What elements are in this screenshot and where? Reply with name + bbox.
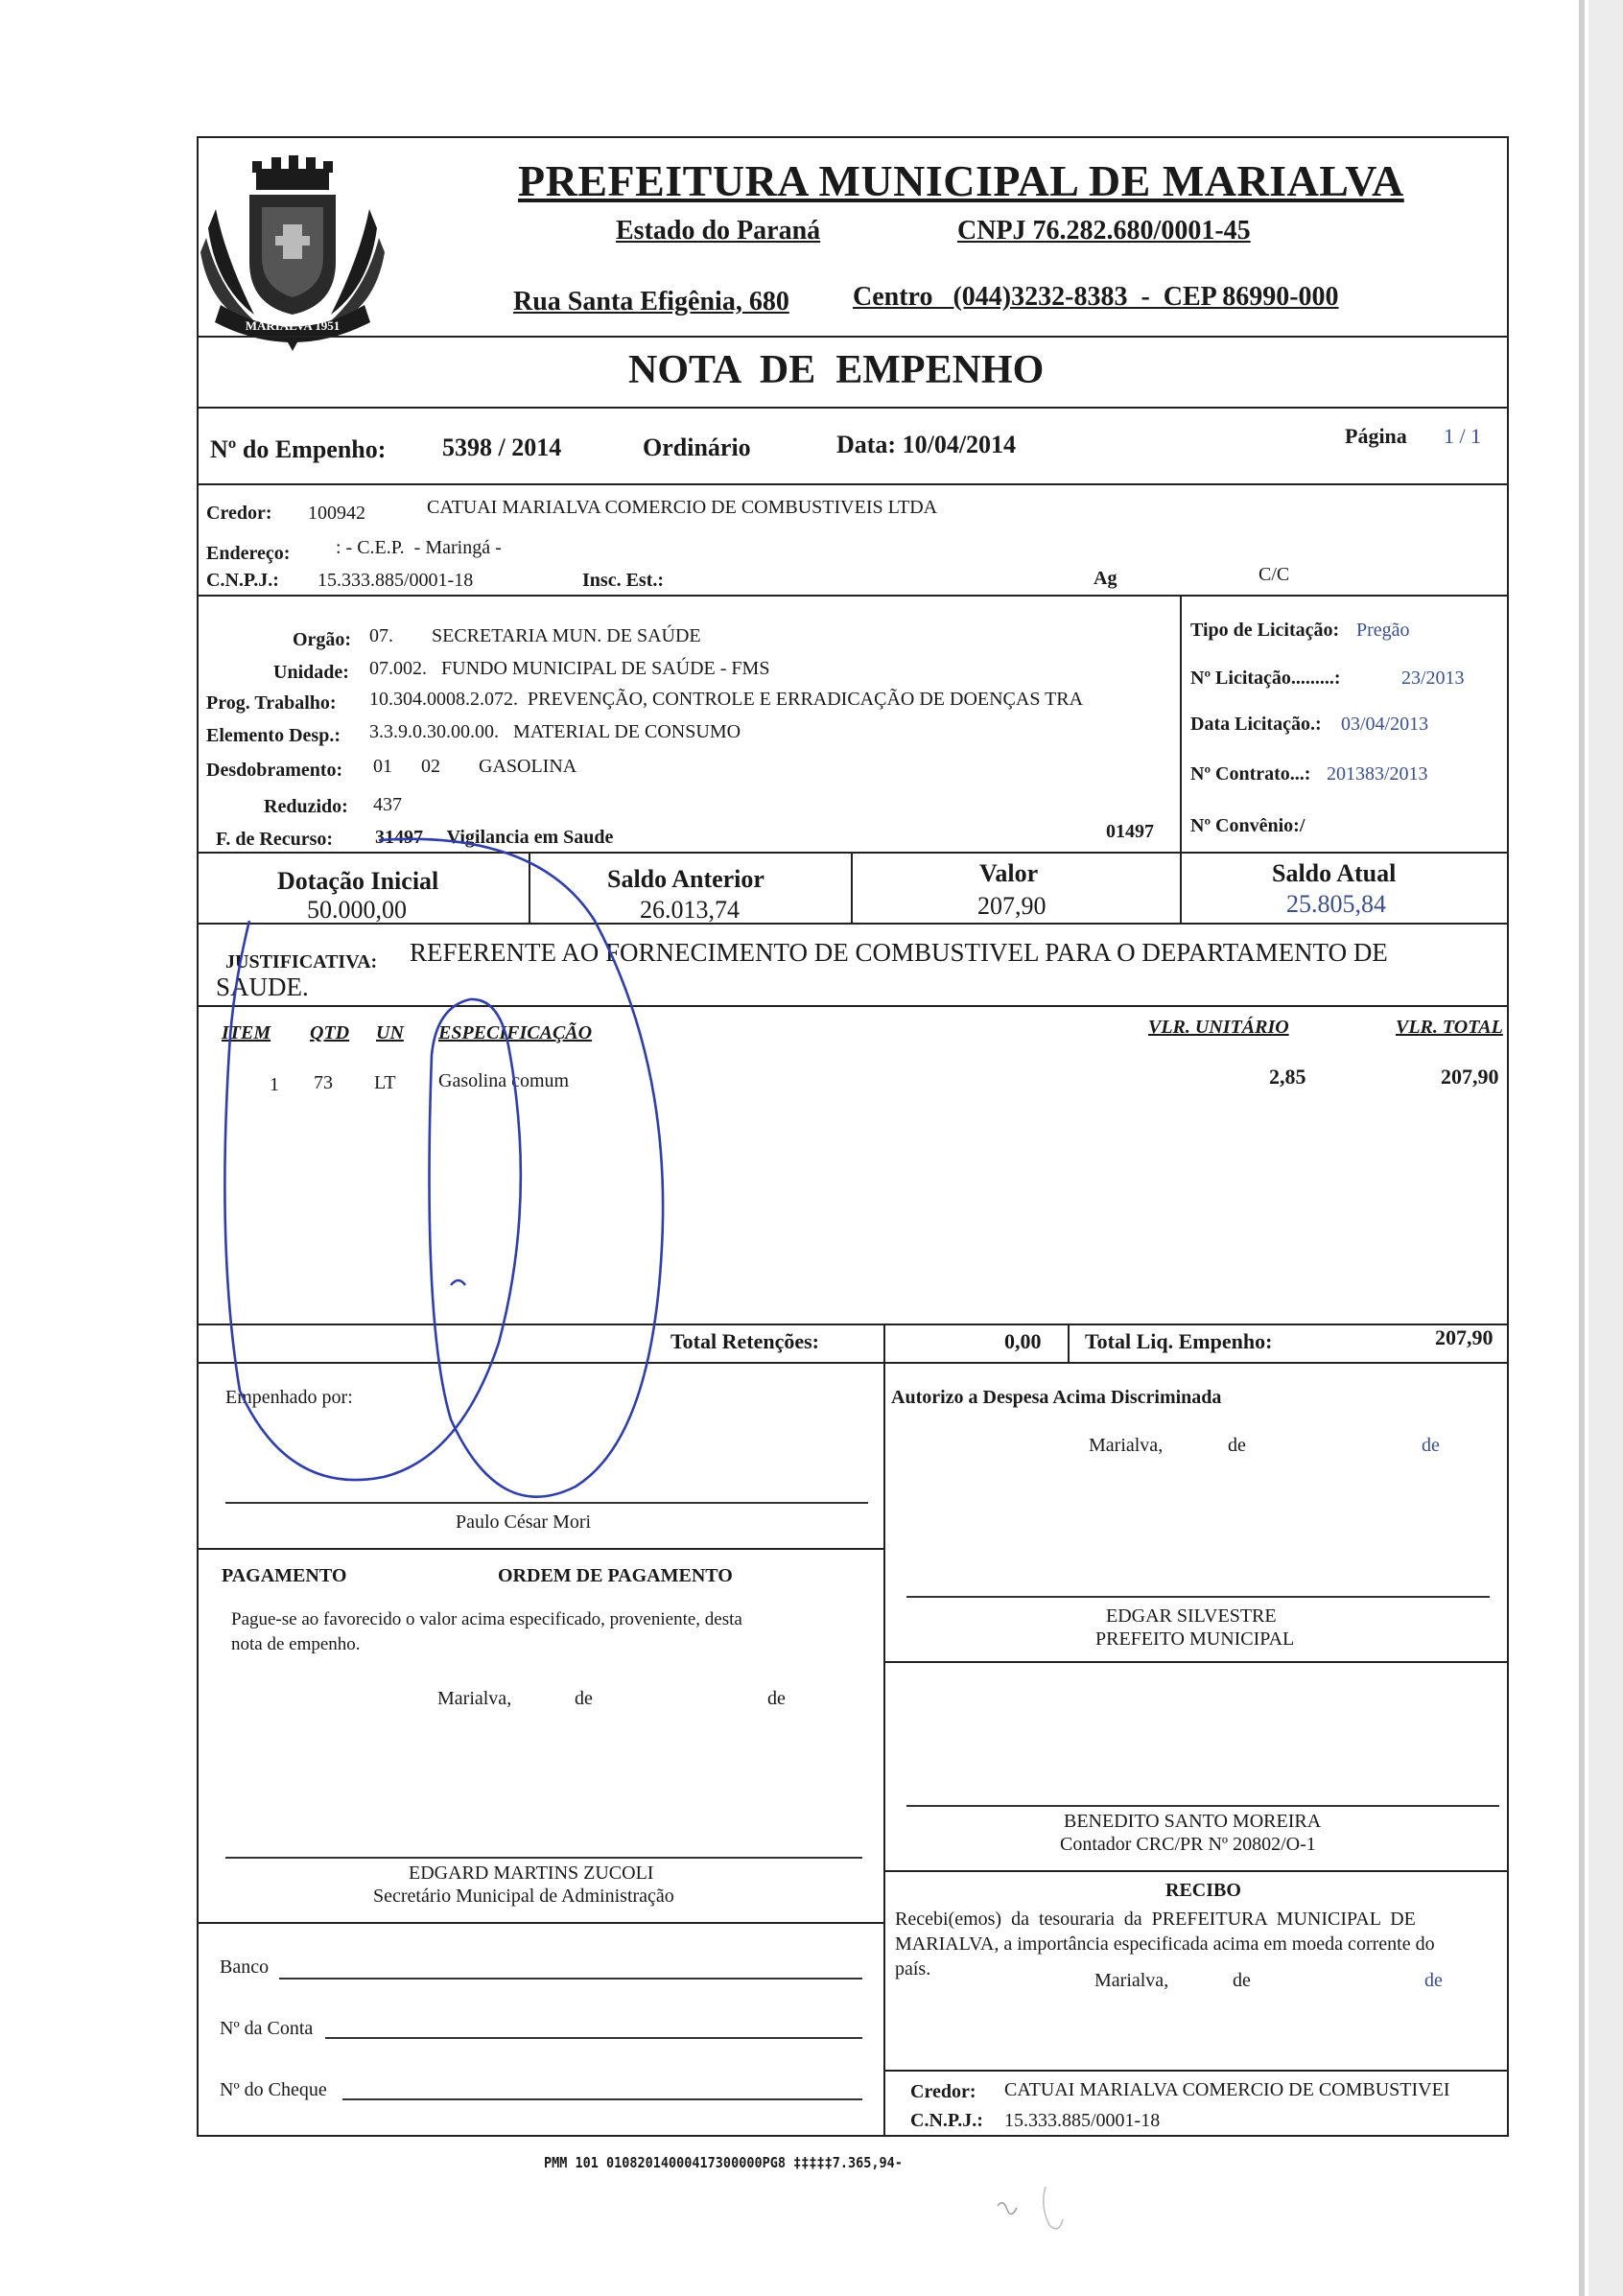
divider bbox=[1180, 852, 1182, 925]
divider bbox=[883, 1362, 885, 2137]
col-item-header: ITEM bbox=[222, 1022, 271, 1043]
convenio-label: Nº Convênio:/ bbox=[1190, 815, 1305, 836]
orgao-value: 07. SECRETARIA MUN. DE SAÚDE bbox=[369, 625, 701, 646]
empenhado-name: Paulo César Mori bbox=[456, 1511, 592, 1533]
unidade-label: Unidade: bbox=[273, 662, 349, 683]
row-spec: Gasolina comum bbox=[438, 1070, 570, 1091]
cnpj-label: CNPJ 76.282.680/0001-45 bbox=[957, 216, 1251, 246]
divider bbox=[883, 2070, 1509, 2072]
justificativa-text-2: SAUDE. bbox=[216, 972, 309, 1001]
pagamento-text-2: nota de empenho. bbox=[231, 1634, 361, 1654]
scan-edge bbox=[1588, 0, 1623, 2296]
elemento-label: Elemento Desp.: bbox=[206, 725, 341, 746]
prog-label: Prog. Trabalho: bbox=[206, 692, 337, 714]
divider bbox=[1068, 1324, 1070, 1364]
page-label: Página bbox=[1345, 424, 1407, 448]
divider bbox=[883, 1870, 1509, 1872]
cc-label: C/C bbox=[1258, 564, 1290, 585]
recibo-de-2: de bbox=[1424, 1970, 1443, 1991]
recibo-text-1: Recebi(emos) da tesouraria da PREFEITURA MUNICIPAL DE bbox=[895, 1909, 1416, 1930]
saldo-anterior-value: 26.013,74 bbox=[640, 896, 740, 924]
col-spec-header: ESPECIFICAÇÃO bbox=[438, 1022, 593, 1043]
desdobramento-label: Desdobramento: bbox=[206, 760, 343, 781]
footer-code: PMM 101 01082014000417300000PG8 ‡‡‡‡‡7.365,94- bbox=[544, 2154, 903, 2171]
nota-de-empenho bbox=[197, 136, 1509, 2144]
tipo-licitacao-value: Pregão bbox=[1356, 620, 1410, 641]
secretario-name: EDGARD MARTINS ZUCOLI bbox=[409, 1863, 654, 1884]
cheque-line bbox=[342, 2098, 862, 2100]
pagamento-de-2: de bbox=[767, 1688, 786, 1709]
pagamento-text: Pague-se ao favorecido o valor acima especificado, proveniente, desta bbox=[231, 1609, 742, 1629]
prog-value: 10.304.0008.2.072. PREVENÇÃO, CONTROLE E ERRADICAÇÃO DE DOENÇAS TRA bbox=[369, 689, 1084, 710]
retencoes-label: Total Retenções: bbox=[670, 1329, 819, 1353]
totais-row bbox=[197, 1324, 1509, 1364]
num-licitacao-label: Nº Licitação.........: bbox=[1190, 668, 1341, 689]
row-total: 207,90 bbox=[1441, 1065, 1499, 1089]
divider bbox=[197, 1922, 883, 1924]
orgao-label: Orgão: bbox=[293, 629, 352, 650]
divider bbox=[197, 1548, 883, 1550]
autorizo-place: Marialva, bbox=[1089, 1435, 1164, 1456]
justificativa-label: JUSTIFICATIVA: bbox=[225, 951, 378, 972]
autorizo-de-2: de bbox=[1422, 1435, 1440, 1456]
signature-line bbox=[906, 1805, 1499, 1807]
conta-line bbox=[325, 2037, 862, 2039]
cnpj-credor-value: 15.333.885/0001-18 bbox=[318, 570, 474, 591]
banco-line bbox=[279, 1978, 862, 1980]
row-item: 1 bbox=[270, 1074, 279, 1095]
doc-header-title: PREFEITURA MUNICIPAL DE MARIALVA bbox=[518, 156, 1404, 205]
recibo-place: Marialva, bbox=[1094, 1970, 1169, 1991]
ordem-pagamento-label: ORDEM DE PAGAMENTO bbox=[498, 1565, 733, 1586]
empenhado-label: Empenhado por: bbox=[225, 1387, 353, 1408]
empenho-number-label: Nº do Empenho: bbox=[210, 435, 387, 463]
prefeito-name: EDGAR SILVESTRE bbox=[1106, 1605, 1277, 1627]
endereco-value: : - C.E.P. - Maringá - bbox=[336, 537, 502, 558]
state-label: Estado do Paraná bbox=[616, 216, 821, 246]
endereco-label: Endereço: bbox=[206, 543, 291, 564]
autorizo-de-1: de bbox=[1228, 1435, 1246, 1456]
insc-label: Insc. Est.: bbox=[582, 570, 665, 591]
saldo-atual-label: Saldo Atual bbox=[1272, 859, 1397, 887]
cnpj-credor-label: C.N.P.J.: bbox=[206, 570, 279, 591]
desdobramento-value: 01 02 GASOLINA bbox=[373, 756, 577, 777]
contrato-label: Nº Contrato...: bbox=[1190, 763, 1311, 785]
autorizo-label: Autorizo a Despesa Acima Discriminada bbox=[891, 1387, 1222, 1408]
recibo-cnpj-value: 15.333.885/0001-18 bbox=[1004, 2110, 1161, 2131]
divider bbox=[883, 1324, 885, 1364]
tipo-licitacao-label: Tipo de Licitação: bbox=[1190, 620, 1340, 641]
recibo-credor-value: CATUAI MARIALVA COMERCIO DE COMBUSTIVEI bbox=[1004, 2079, 1450, 2100]
reduzido-value: 437 bbox=[373, 794, 402, 815]
contrato-value: 201383/2013 bbox=[1327, 763, 1428, 785]
address-rest: Centro (044)3232-8383 - CEP 86990-000 bbox=[853, 282, 1339, 312]
divider bbox=[1180, 595, 1182, 854]
svg-text:MARIALVA 1951: MARIALVA 1951 bbox=[245, 318, 341, 333]
signature-line bbox=[225, 1857, 862, 1859]
recurso-label: F. de Recurso: bbox=[216, 829, 334, 850]
divider bbox=[197, 336, 1509, 338]
divider bbox=[529, 852, 530, 925]
address-street: Rua Santa Efigênia, 680 bbox=[513, 287, 789, 316]
conta-label: Nº da Conta bbox=[220, 2018, 314, 2039]
banco-label: Banco bbox=[220, 1956, 270, 1978]
page-title: NOTA DE EMPENHO bbox=[628, 348, 1045, 392]
recibo-credor-label: Credor: bbox=[910, 2081, 976, 2102]
data-licitacao-value: 03/04/2013 bbox=[1341, 714, 1429, 735]
contador-name: BENEDITO SANTO MOREIRA bbox=[1064, 1811, 1322, 1832]
row-unit: 2,85 bbox=[1269, 1065, 1306, 1089]
elemento-value: 3.3.9.0.30.00.00. MATERIAL DE CONSUMO bbox=[369, 721, 741, 742]
reduzido-label: Reduzido: bbox=[264, 796, 348, 817]
valor-label: Valor bbox=[979, 859, 1039, 887]
row-qtd: 73 bbox=[314, 1072, 333, 1093]
dotacao-label: Dotação Inicial bbox=[277, 867, 439, 895]
liquido-label: Total Liq. Empenho: bbox=[1085, 1329, 1273, 1353]
recibo-cnpj-label: C.N.P.J.: bbox=[910, 2110, 983, 2131]
empenho-date: Data: 10/04/2014 bbox=[836, 431, 1017, 458]
items-block bbox=[197, 1005, 1509, 1325]
col-total-header: VLR. TOTAL bbox=[1396, 1017, 1503, 1038]
empenho-number: 5398 / 2014 bbox=[442, 433, 562, 461]
col-unit-header: VLR. UNITÁRIO bbox=[1148, 1017, 1289, 1038]
page-number: 1 / 1 bbox=[1444, 424, 1482, 448]
scan-edge-line bbox=[1579, 0, 1585, 2296]
col-qtd-header: QTD bbox=[310, 1022, 350, 1043]
secretario-role: Secretário Municipal de Administração bbox=[373, 1886, 674, 1907]
ag-label: Ag bbox=[1094, 568, 1117, 589]
row-un: LT bbox=[374, 1072, 396, 1093]
pagamento-de-1: de bbox=[575, 1688, 593, 1709]
contador-role: Contador CRC/PR Nº 20802/O-1 bbox=[1060, 1834, 1316, 1855]
pagamento-label: PAGAMENTO bbox=[222, 1565, 347, 1586]
dotacao-value: 50.000,00 bbox=[307, 896, 407, 924]
justificativa-text: REFERENTE AO FORNECIMENTO DE COMBUSTIVEL PARA O DEPARTAMENTO DE bbox=[410, 938, 1388, 967]
divider bbox=[851, 852, 853, 925]
recibo-text-3: país. bbox=[895, 1958, 931, 1980]
cheque-label: Nº do Cheque bbox=[220, 2079, 327, 2100]
recurso-value: 31497 Vigilancia em Saude bbox=[375, 827, 614, 848]
lower-frame bbox=[197, 1362, 1509, 2137]
credor-label: Credor: bbox=[206, 503, 272, 524]
divider bbox=[883, 1661, 1509, 1663]
saldo-anterior-label: Saldo Anterior bbox=[607, 865, 764, 893]
valor-value: 207,90 bbox=[977, 892, 1047, 920]
col-un-header: UN bbox=[376, 1022, 404, 1043]
credor-name: CATUAI MARIALVA COMERCIO DE COMBUSTIVEIS LTDA bbox=[427, 497, 938, 518]
saldo-atual-value: 25.805,84 bbox=[1286, 890, 1386, 918]
credor-code: 100942 bbox=[308, 503, 365, 524]
recibo-de-1: de bbox=[1233, 1970, 1251, 1991]
liquido-value: 207,90 bbox=[1435, 1325, 1494, 1349]
retencoes-value: 0,00 bbox=[1004, 1329, 1042, 1353]
empenho-type: Ordinário bbox=[643, 433, 751, 461]
signature-line bbox=[906, 1596, 1490, 1598]
recibo-text-2: MARIALVA, a importância especificada acima em moeda corrente do bbox=[895, 1933, 1435, 1955]
recurso-code: 01497 bbox=[1106, 821, 1154, 842]
unidade-value: 07.002. FUNDO MUNICIPAL DE SAÚDE - FMS bbox=[369, 658, 770, 679]
recibo-label: RECIBO bbox=[1165, 1880, 1241, 1901]
data-licitacao-label: Data Licitação.: bbox=[1190, 714, 1322, 735]
pagamento-place: Marialva, bbox=[437, 1688, 512, 1709]
prefeito-role: PREFEITO MUNICIPAL bbox=[1095, 1628, 1295, 1650]
num-licitacao-value: 23/2013 bbox=[1401, 668, 1465, 689]
signature-line bbox=[225, 1502, 868, 1504]
